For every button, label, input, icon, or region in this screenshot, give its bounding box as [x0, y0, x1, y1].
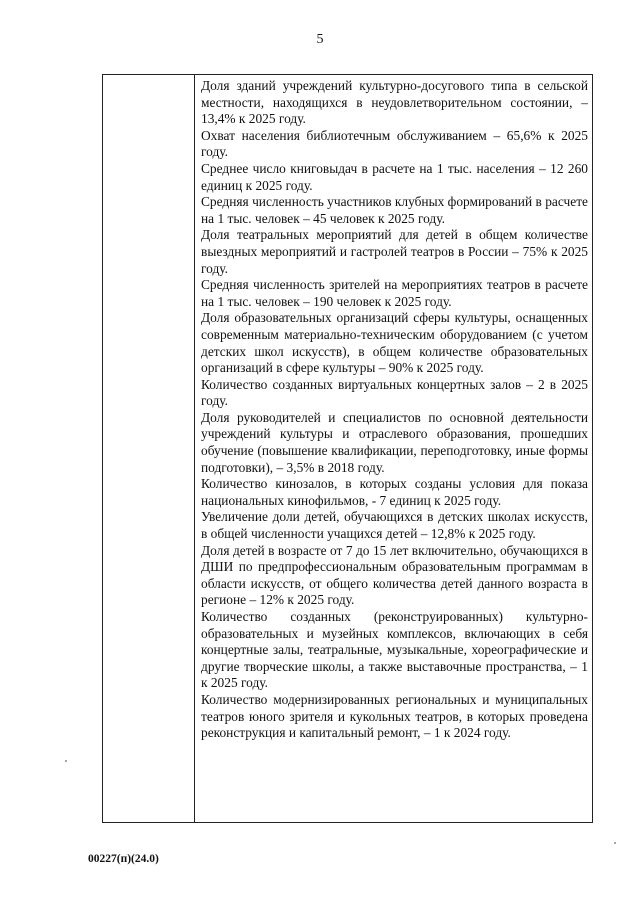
- indicator-paragraph: Средняя численность зрителей на мероприятиях театров в расчете на 1 тыс. человек – 190 человек к 2025 году.: [201, 277, 588, 309]
- indicator-paragraph: Охват населения библиотечным обслуживанием – 65,6% к 2025 году.: [201, 127, 588, 160]
- indicator-paragraph: Количество созданных (реконструированных) культурно-образовательных и музейных комплексов, включающих в себя концертные залы, театральные, музыкальные, хореографические и другие творческие школы, а также выставочные пространства, – 1 к 2025 году.: [201, 609, 588, 691]
- indicator-paragraph: Доля зданий учреждений культурно-досугового типа в сельской местности, находящихся в неудовлетворительном состоянии, – 13,4% к 2025 году.: [201, 78, 588, 127]
- indicator-paragraph: Увеличение доли детей, обучающихся в детских школах искусств, в общей численности учащихся детей – 12,8% к 2025 году.: [201, 509, 588, 542]
- indicator-paragraph: Среднее число книговыдач в расчете на 1 тыс. населения – 12 260 единиц к 2025 году.: [201, 160, 588, 193]
- indicator-paragraph: Доля театральных мероприятий для детей в общем количестве выездных мероприятий и гастролей театров в России – 75% к 2025 году.: [201, 227, 588, 276]
- indicator-paragraph: Количество кинозалов, в которых созданы условия для показа национальных кинофильмов, - 7 единиц к 2025 году.: [201, 476, 588, 508]
- table-right-column: [195, 75, 592, 822]
- page-number: 5: [316, 32, 324, 47]
- indicator-paragraph: Средняя численность участников клубных формирований в расчете на 1 тыс. человек – 45 человек к 2025 году.: [201, 194, 588, 226]
- indicator-paragraph: Доля образовательных организаций сферы культуры, оснащенных современным материально-техническим оборудованием (с учетом детских школ искусств), в общем количестве образовательных организаций в сфере культуры – 90% к 2025 году.: [201, 310, 588, 376]
- scan-speck: [614, 842, 616, 844]
- scan-speck: [65, 760, 67, 762]
- table-left-column: [103, 75, 195, 822]
- indicator-paragraph: Количество созданных виртуальных концертных залов – 2 в 2025 году.: [201, 376, 588, 409]
- document-code: 00227(п)(24.0): [88, 853, 159, 865]
- indicators-table: [102, 74, 593, 823]
- indicator-paragraph: Доля руководителей и специалистов по основной деятельности учреждений культуры и отраслевого образования, прошедших обучение (повышение квалификации, переподготовку, иные формы подготовки), – 3,5% в 2018 году.: [201, 409, 588, 475]
- indicator-paragraph: Количество модернизированных региональных и муниципальных театров юного зрителя и кукольных театров, в которых проведена реконструкция и капитальный ремонт, – 1 к 2024 году.: [201, 691, 588, 741]
- indicator-paragraph: Доля детей в возрасте от 7 до 15 лет включительно, обучающихся в ДШИ по предпрофессиональным образовательным программам в области искусств, от общего количества детей данного возраста в регионе – 12% к 2025 году.: [201, 542, 588, 608]
